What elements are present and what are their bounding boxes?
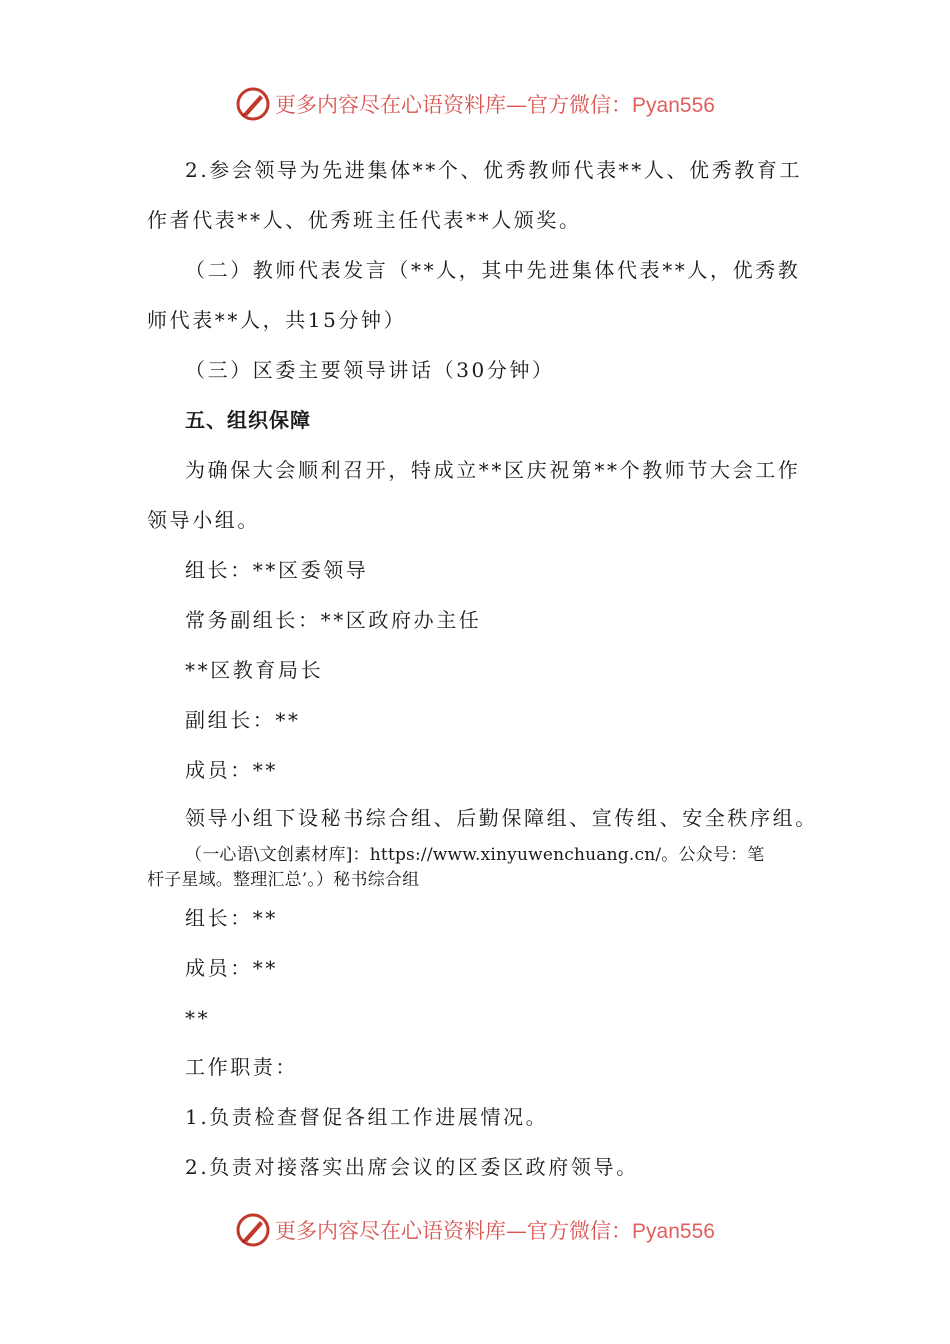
body-line: （二）教师代表发言（**人，其中先进集体代表**人，优秀教	[185, 258, 801, 282]
body-line: 2.参会领导为先进集体**个、优秀教师代表**人、优秀教育工	[185, 158, 803, 182]
body-line: 组长：**区委领导	[185, 558, 369, 582]
banner-main-text: 更多内容尽在心语资料库—	[275, 1219, 528, 1243]
body-line: 领导小组。	[147, 508, 260, 532]
body-line: 工作职责：	[185, 1055, 298, 1079]
pen-logo-icon	[235, 86, 271, 122]
body-line: 成员：**	[185, 956, 278, 980]
body-line: 常务副组长：**区政府办主任	[185, 608, 482, 632]
footer-watermark-banner	[0, 1208, 950, 1252]
section-heading: 五、组织保障	[185, 408, 311, 432]
header-watermark-banner	[0, 82, 950, 126]
source-note-line: （一心语\文创素材库]：https://www.xinyuwenchuang.cn/。公众号：笔	[185, 845, 765, 865]
banner-wechat-label: 官方微信：	[527, 93, 633, 117]
banner-wechat-id: Pyan556	[632, 94, 715, 117]
body-line: 为确保大会顺利召开，特成立**区庆祝第**个教师节大会工作	[185, 458, 801, 482]
source-note-line: 杆子星域。整理汇总’。）秘书综合组	[147, 870, 420, 890]
body-line: **区教育局长	[185, 658, 324, 682]
body-line: **	[185, 1006, 211, 1030]
banner-wechat-label: 官方微信：	[527, 1219, 633, 1243]
body-line: 领导小组下设秘书综合组、后勤保障组、宣传组、安全秩序组。	[185, 806, 818, 830]
body-line: 成员：**	[185, 758, 278, 782]
body-line: 师代表**人，共15分钟）	[147, 308, 407, 332]
pen-logo-icon	[235, 1212, 271, 1248]
body-line: （三）区委主要领导讲话（30分钟）	[185, 358, 555, 382]
body-line: 副组长：**	[185, 708, 301, 732]
body-line: 2.负责对接落实出席会议的区委区政府领导。	[185, 1155, 639, 1179]
body-line: 作者代表**人、优秀班主任代表**人颁奖。	[147, 208, 582, 232]
body-line: 组长：**	[185, 906, 278, 930]
banner-main-text: 更多内容尽在心语资料库—	[275, 93, 528, 117]
body-line: 1.负责检查督促各组工作进展情况。	[185, 1105, 549, 1129]
banner-wechat-id: Pyan556	[632, 1220, 715, 1243]
